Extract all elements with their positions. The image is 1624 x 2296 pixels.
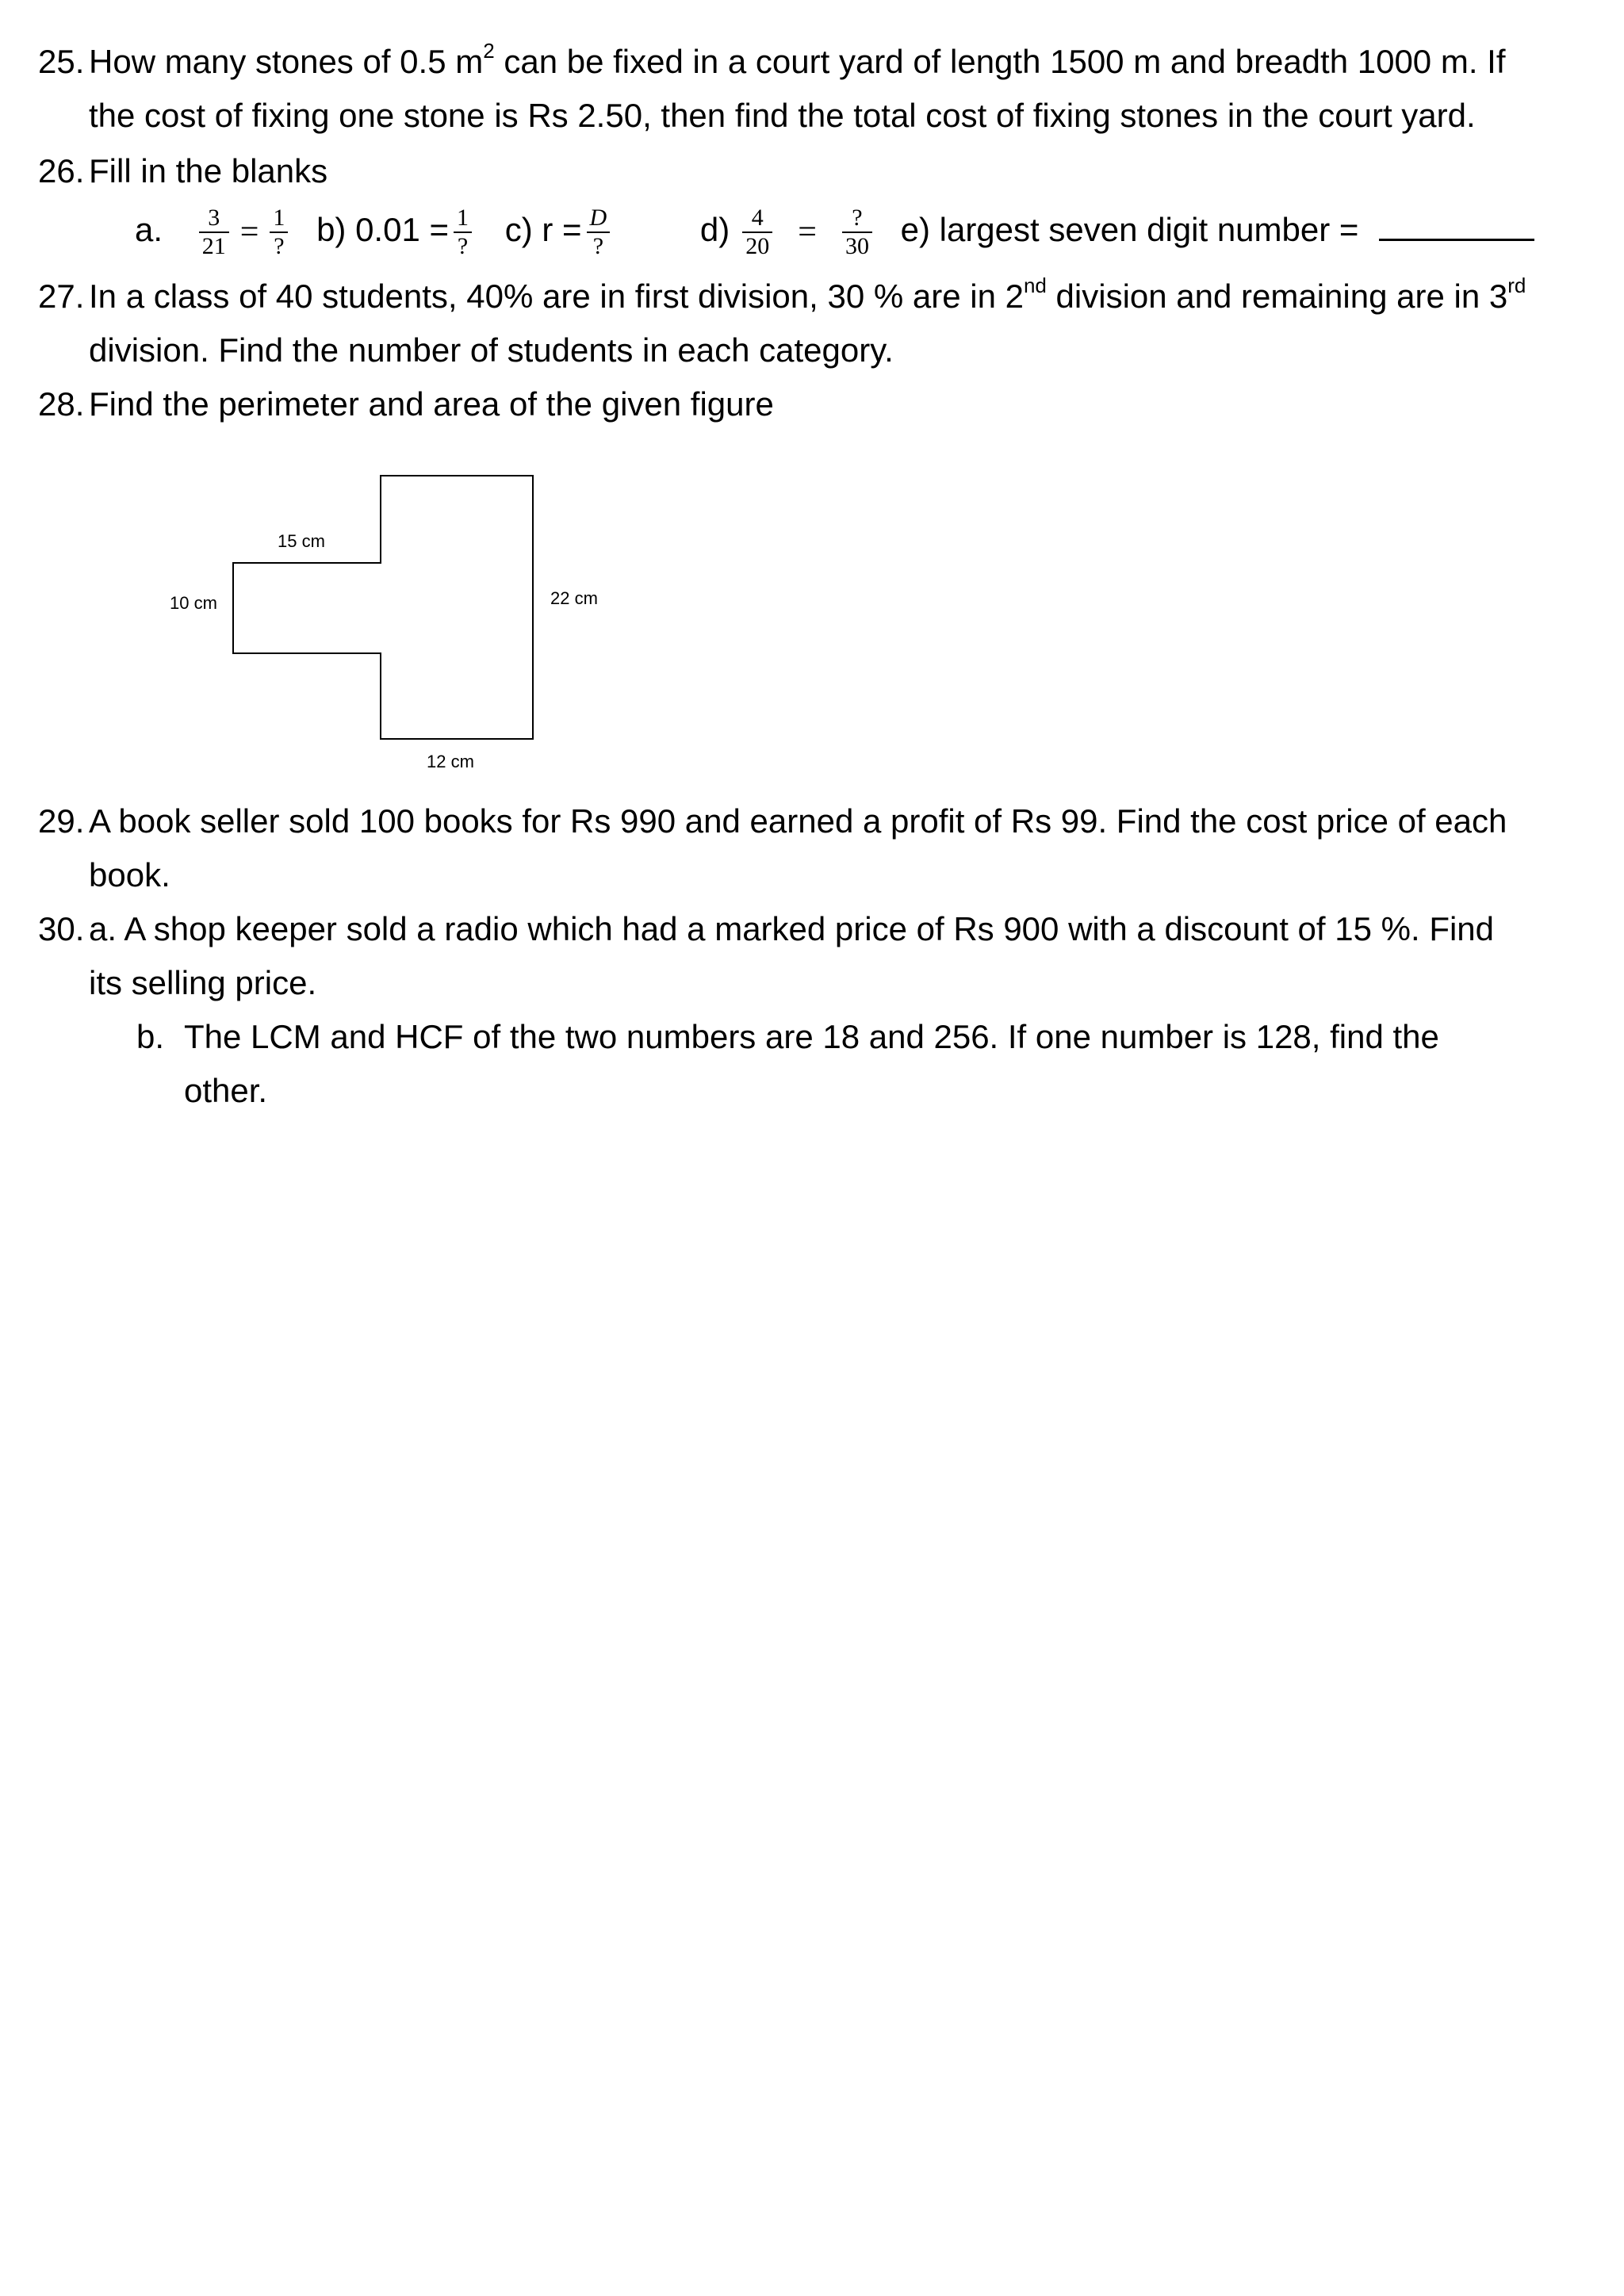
question-text: The LCM and HCF of the two numbers are 18 and 256. If one number is 128, find the <box>184 1018 1439 1055</box>
question-number: 30. <box>38 910 85 947</box>
question-27 <box>38 270 1586 377</box>
fraction-numerator: 1 <box>270 205 288 233</box>
question-number: 28. <box>38 385 85 423</box>
question-30a-line1 <box>38 902 1586 956</box>
fraction-denominator: ? <box>457 232 469 259</box>
superscript: rd <box>1507 274 1526 297</box>
fraction-numerator: 1 <box>454 205 472 233</box>
question-29-line2: book. <box>89 856 170 894</box>
fraction <box>742 205 772 260</box>
question-30b-line1 <box>136 1010 1586 1064</box>
question-text: a. A shop keeper sold a radio which had a marked price of Rs 900 with a discount of 15 %. Find <box>89 910 1495 947</box>
fraction-numerator: D <box>587 205 611 233</box>
equals-sign: = <box>239 213 259 251</box>
question-30 <box>38 902 1586 1010</box>
question-26 <box>38 144 1586 198</box>
fraction-numerator: ? <box>842 205 872 233</box>
fraction <box>454 205 472 260</box>
blank-a-label: a. <box>135 211 163 248</box>
fraction <box>842 205 872 260</box>
sub-question-label: b. <box>136 1018 165 1055</box>
question-28 <box>38 377 1586 431</box>
question-number: 27. <box>38 277 85 315</box>
label-left-10cm: 10 cm <box>170 593 217 613</box>
equals-sign: = <box>798 213 817 251</box>
question-text: Fill in the blanks <box>89 152 328 189</box>
question-number: 25. <box>38 43 85 80</box>
fraction-denominator: ? <box>274 232 285 259</box>
fraction <box>587 205 611 260</box>
question-number: 26. <box>38 152 85 189</box>
question-27-line2: division. Find the number of students in each category. <box>89 331 894 369</box>
question-27-line1 <box>38 270 1586 323</box>
answer-blank-line <box>1379 215 1534 241</box>
fraction-denominator: 20 <box>745 232 770 259</box>
fraction <box>270 205 288 260</box>
superscript: nd <box>1023 274 1047 297</box>
question-text: A book seller sold 100 books for Rs 990 and earned a profit of Rs 99. Find the cost price of each <box>89 802 1507 840</box>
fraction-denominator: 30 <box>845 232 869 259</box>
question-text: In a class of 40 students, 40% are in first division, 30 % are in 2 <box>89 277 1024 315</box>
composite-figure <box>143 460 634 793</box>
fraction <box>199 205 229 260</box>
question-26-blanks <box>135 198 1594 264</box>
question-text: Find the perimeter and area of the given figure <box>89 385 774 423</box>
question-text: can be fixed in a court yard of length 1500 m and breadth 1000 m. If <box>494 43 1506 80</box>
blank-c-text: c) r = <box>504 211 582 248</box>
question-29 <box>38 794 1586 902</box>
question-29-line1 <box>38 794 1586 848</box>
blank-e-text: e) largest seven digit number = <box>900 211 1359 248</box>
fraction-denominator: 21 <box>201 232 226 259</box>
fraction-numerator: 4 <box>742 205 772 233</box>
question-text: division and remaining are in 3 <box>1046 277 1508 315</box>
superscript: 2 <box>483 39 495 63</box>
cross-shape <box>233 476 533 739</box>
question-25-line2: the cost of fixing one stone is Rs 2.50, then find the total cost of fixing stones in the court yard. <box>89 97 1476 134</box>
fraction-numerator: 3 <box>199 205 229 233</box>
question-25-line1 <box>38 35 1586 89</box>
question-30b <box>136 1010 1586 1118</box>
blank-b-text: b) 0.01 = <box>316 211 450 248</box>
figure-outline <box>143 460 634 793</box>
question-number: 29. <box>38 802 85 840</box>
question-25 <box>38 35 1586 143</box>
label-bottom-12cm: 12 cm <box>427 752 474 771</box>
question-30a-line2: its selling price. <box>89 964 317 1001</box>
question-text: How many stones of 0.5 m <box>89 43 484 80</box>
label-top-15cm: 15 cm <box>278 531 325 551</box>
label-right-22cm: 22 cm <box>550 588 598 608</box>
question-30b-line2: other. <box>184 1072 268 1109</box>
blank-d-label: d) <box>699 211 730 248</box>
fraction-denominator: ? <box>592 232 604 259</box>
